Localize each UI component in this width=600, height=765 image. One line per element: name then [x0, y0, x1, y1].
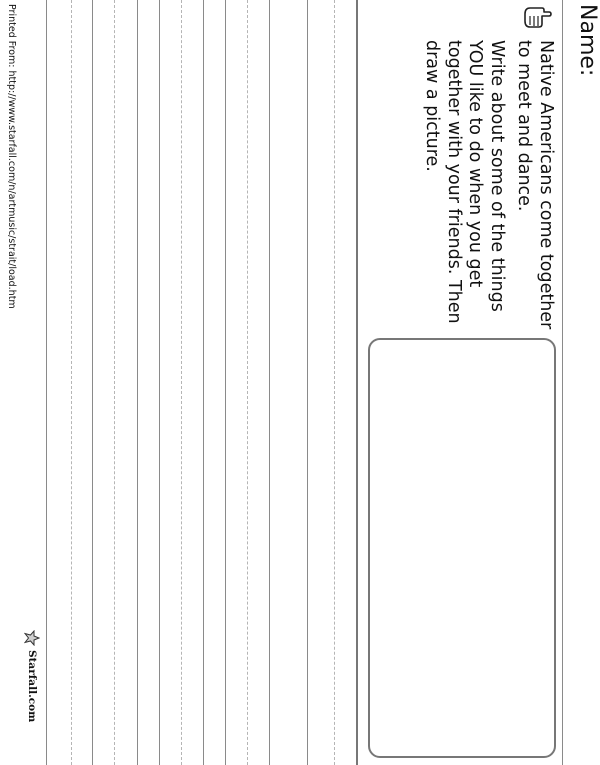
writing-dash-line[interactable]	[181, 0, 182, 765]
writing-top-line[interactable]	[137, 0, 138, 765]
pointing-hand-icon	[522, 4, 552, 32]
prompt-task: Write about some of the things YOU like to do when you get together with your friends. Then draw a picture.	[422, 40, 507, 324]
print-source-text: Printed From: http://www.starfall.com/n/artmusic/strait/load.htm	[6, 4, 17, 309]
writing-dash-line[interactable]	[334, 0, 335, 765]
instructions	[415, 40, 556, 330]
writing-area-top-rule	[356, 0, 358, 765]
logo-text: Starfall.com	[26, 650, 38, 723]
drawing-box[interactable]	[368, 338, 556, 758]
writing-base-line[interactable]	[46, 0, 47, 765]
writing-base-line[interactable]	[92, 0, 93, 765]
starfall-logo	[16, 630, 40, 750]
writing-base-line[interactable]	[159, 0, 160, 765]
writing-dash-line[interactable]	[247, 0, 248, 765]
name-label: Name:	[575, 4, 600, 77]
star-icon	[24, 630, 40, 646]
prompt-intro: Native Americans come together to meet and dance.	[514, 40, 556, 330]
writing-top-line[interactable]	[203, 0, 204, 765]
writing-top-line[interactable]	[269, 0, 270, 765]
writing-dash-line[interactable]	[114, 0, 115, 765]
writing-base-line[interactable]	[225, 0, 226, 765]
writing-dash-line[interactable]	[71, 0, 72, 765]
name-underline	[562, 0, 563, 765]
writing-base-line[interactable]	[307, 0, 308, 765]
